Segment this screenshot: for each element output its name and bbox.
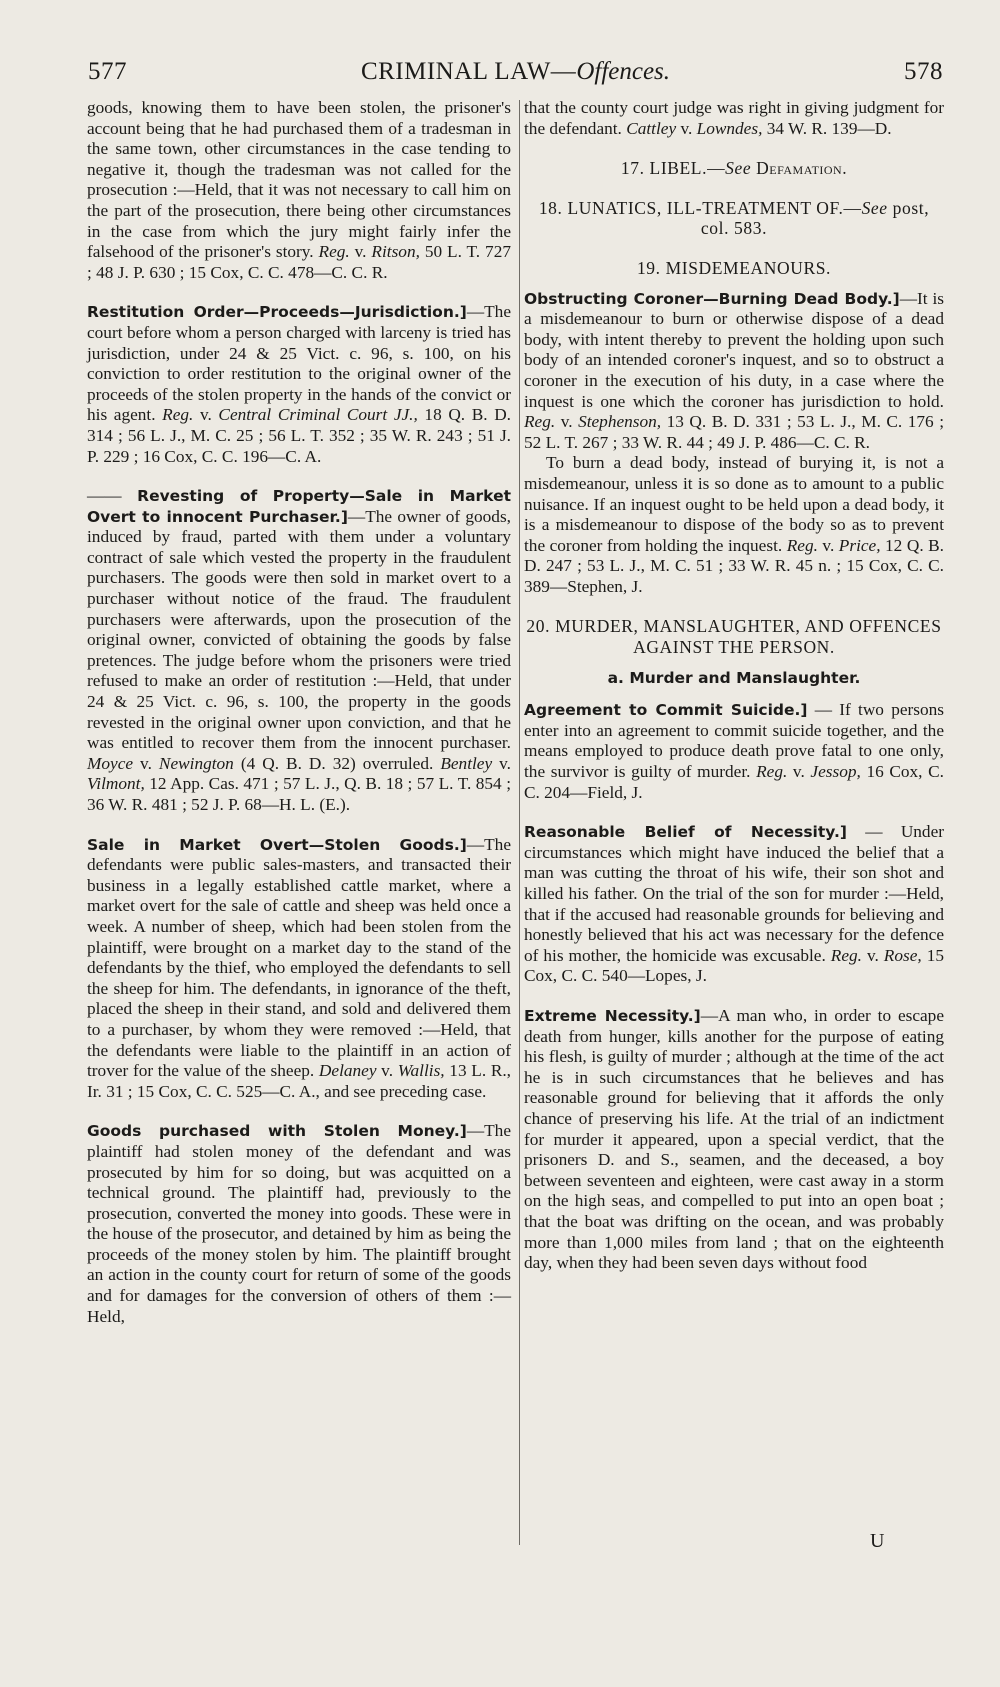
subsection-heading-murder-manslaughter: a. Murder and Manslaughter.	[607, 668, 861, 687]
column-divider	[519, 100, 520, 1545]
section-heading-lunatics: 18. LUNATICS, ILL-TREATMENT OF.—See post, col. 583.	[538, 197, 930, 239]
running-title: CRIMINAL LAW—Offences.	[360, 58, 671, 85]
paragraph-ritson: goods, knowing them to have been stolen, the prisoner's account being that he had purchased them of a tradesman in the same town, other circumstances in the case tending to negative it, though the tradesman was not called for the prosecution :—Held, that it was not necessary to call him on the part of the prosecution, there being other circumstances in the case from which the jury might fairly infer the falsehood of the prisoner's story. Reg. v. Ritson, 50 L. T. 727 ; 48 J. P. 630 ; 15 Cox, C. C. 478—C. C. R.	[87, 98, 511, 282]
page-number-right: 578	[904, 58, 943, 85]
paragraph-market-overt: Sale in Market Overt—Stolen Goods.]—The defendants were public sales-masters, and transacted their business in a legally established cattle market, where a market overt for the sale of cattle and sheep was held once a week. A number of sheep, which had been stolen from the plaintiff, were brought on a market day to the stand of the defendants by the thief, who employed the defendants to sell the sheep for him. The defendants, in ignorance of the theft, placed the sheep in their stand, and sold and delivered them to a purchaser, by whom they were removed :—Held, that the defendants were liable to the plaintiff in an action of trover for the value of the sheep. Delaney v. Wallis, 13 L. R., Ir. 31 ; 15 Cox, C. C. 525—C. A., and see preceding case.	[87, 834, 512, 1101]
section-heading-libel: 17. LIBEL.—See Defamation.	[620, 158, 848, 179]
paragraph-extreme-necessity: Extreme Necessity.]—A man who, in order to escape death from hunger, kills another for the purpose of eating his flesh, is guilty of murder ; although at the time of the act he is in such circumstances that he believes and has reasonable ground for believing that it affords the only chance of preserving his life. At the trial of an indictment for murder it appeared, upon a special verdict, that the prisoners D. and S., seamen, and the deceased, a boy between seventeen and eighteen, were cast away in a storm on the high seas, and compelled to put into an open boat ; that the boat was drifting on the ocean, and was probably more than 1,000 miles from land ; that on the eighteenth day, when they had been seven days without food	[524, 1005, 944, 1273]
paragraph-agreement-suicide: Agreement to Commit Suicide.] — If two persons enter into an agreement to commit suicide together, and the means employed to produce death prove fatal to one only, the survivor is guilty of murder. Reg. v. Jessop, 16 Cox, C. C. 204—Field, J.	[524, 700, 944, 802]
left-column	[87, 98, 511, 1327]
section-heading-misdemeanours: 19. MISDEMEANOURS.	[636, 257, 832, 278]
page-number-left: 577	[88, 58, 127, 85]
paragraph-heading: Revesting of Property—Sale in Market Overt to innocent Purchaser.]	[87, 487, 511, 526]
right-column	[524, 98, 944, 1274]
paragraph-heading: Restitution Order—Proceeds—Jurisdiction.]	[87, 303, 467, 322]
paragraph-heading: Goods purchased with Stolen Money.]	[87, 1122, 467, 1141]
paragraph-heading: Reasonable Belief of Necessity.]	[524, 823, 847, 842]
paragraph-burn-dead-body: To burn a dead body, instead of burying it, is not a misdemeanour, unless it is so done as to amount to a public nuisance. If an inquest ought to be held upon a dead body, it is a misdemeanour to dispose of the body so as to prevent the coroner from holding the inquest. Reg. v. Price, 12 Q. B. D. 247 ; 53 L. J., M. C. 51 ; 33 W. R. 45 n. ; 15 Cox, C. C. 389—Stephen, J.	[524, 453, 945, 596]
paragraph-reasonable-belief: Reasonable Belief of Necessity.] — Under circumstances which might have induced the belief that a man was cutting the throat of his wife, their son shot and killed his father. On the trial of the son for murder :—Held, that if the accused had reasonable grounds for believing and honestly believed that his act was necessary for the defence of his mother, the homicide was excusable. Reg. v. Rose, 15 Cox, C. C. 540—Lopes, J.	[524, 822, 945, 986]
page-header	[88, 58, 943, 88]
paragraph-stolen-money: Goods purchased with Stolen Money.]—The plaintiff had stolen money of the defendant and was prosecuted by him for so doing, but was acquitted on a technical ground. The plaintiff had, previously to the prosecution, converted the money into goods. These were in the house of the prosecutor, and detained by him as being the proceeds of the money stolen by him. The plaintiff brought an action in the county court for return of some of the goods and for damages for the conversion of others of them :—Held,	[87, 1121, 511, 1326]
paragraph-cattley: that the county court judge was right in giving judgment for the defendant. Cattley v. Lowndes, 34 W. R. 139—D.	[524, 98, 944, 138]
paragraph-heading: Sale in Market Overt—Stolen Goods.]	[87, 835, 467, 854]
section-heading-murder: 20. MURDER, MANSLAUGHTER, AND OFFENCES AGAINST THE PERSON.	[526, 616, 942, 658]
paragraph-obstructing-coroner: Obstructing Coroner—Burning Dead Body.]—It is a misdemeanour to burn or otherwise dispose of a dead body, with intent thereby to prevent the holding upon such body of an intended coroner's inquest, and so to obstruct a coroner in the execution of his duty, in a case where the inquest is one which the coroner has jurisdiction to hold. Reg. v. Stephenson, 13 Q. B. D. 331 ; 53 L. J., M. C. 176 ; 52 L. T. 267 ; 33 W. R. 44 ; 49 J. P. 486—C. C. R.	[524, 288, 944, 452]
paragraph-revesting-property: —— Revesting of Property—Sale in Market Overt to innocent Purchaser.]—The owner of goods, induced by fraud, parted with them under a voluntary contract of sale which vested the property in the fraudulent purchasers. The goods were then sold in market overt to a purchaser without notice of the fraud. The fraudulent purchasers were afterwards, upon the prosecution of the original owner, convicted of obtaining the goods by false pretences. The judge before whom the prisoners were tried refused to make an order of restitution :—Held, that under 24 & 25 Vict. c. 96, s. 100, the property in the goods revested in the original owner upon conviction, and that he was entitled to recover them from the innocent purchaser. Moyce v. Newington (4 Q. B. D. 32) overruled. Bentley v. Vilmont, 12 App. Cas. 471 ; 57 L. J., Q. B. 18 ; 57 L. T. 854 ; 36 W. R. 481 ; 52 J. P. 68—H. L. (E.).	[87, 486, 511, 814]
paragraph-heading: Obstructing Coroner—Burning Dead Body.]	[524, 289, 900, 308]
signature-mark: U	[870, 1530, 885, 1552]
paragraph-heading: Agreement to Commit Suicide.]	[524, 701, 808, 720]
paragraph-heading: Extreme Necessity.]	[524, 1006, 701, 1025]
paragraph-restitution-order: Restitution Order—Proceeds—Jurisdiction.]—The court before whom a person charged with larceny is tried has jurisdiction, under 24 & 25 Vict. c. 96, s. 100, on his conviction to order restitution to the original owner of the proceeds of the stolen property in the hands of the convict or his agent. Reg. v. Central Criminal Court JJ., 18 Q. B. D. 314 ; 56 L. J., M. C. 25 ; 56 L. T. 352 ; 35 W. R. 243 ; 51 J. P. 229 ; 16 Cox, C. C. 196—C. A.	[87, 302, 512, 466]
